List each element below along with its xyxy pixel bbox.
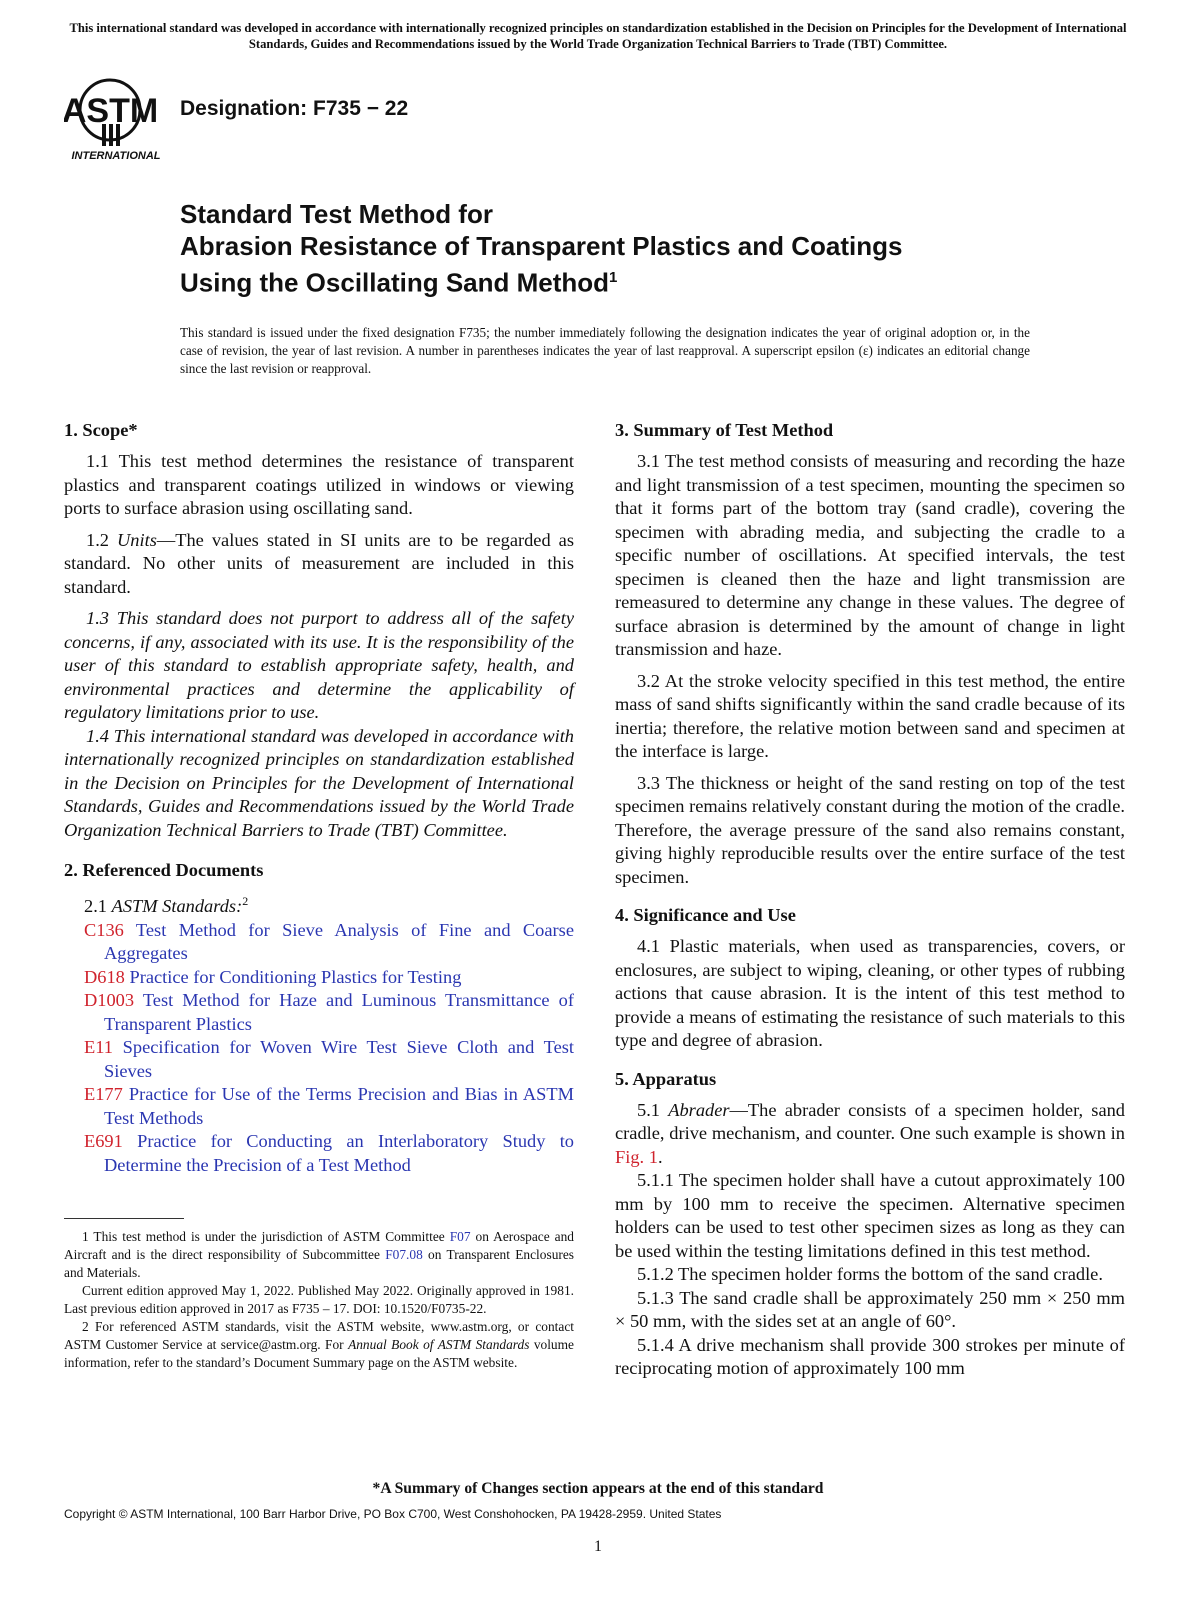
scope-1-1: 1.1 This test method determines the resistance of transparent plastics and transparent coatings utilized in windows or viewing ports to surface abrasion using oscillating sand. — [64, 451, 574, 518]
reference-title-link[interactable]: Practice for Conditioning Plastics for Testing — [124, 966, 462, 987]
scope-1-2 — [64, 529, 574, 600]
right-column — [615, 418, 1125, 1381]
logo-text: ASTM — [64, 92, 159, 130]
reference-item[interactable] — [64, 919, 574, 966]
left-column — [64, 418, 574, 1177]
reference-list — [64, 919, 574, 1178]
apparatus-5-1-term: Abrader — [668, 1099, 730, 1120]
significance-heading: 4. Significance and Use — [615, 905, 796, 925]
subcommittee-link[interactable]: F07.08 — [385, 1247, 423, 1262]
significance-4-1: 4.1 Plastic materials, when used as transparencies, covers, or enclosures, are subject to wiping, cleaning, or other types of rubbing actions that cause abrasion. It is the intent of this test method to provide a means of estimating the resistance of such materials to this type and degree of abrasion. — [615, 936, 1125, 1050]
summary-of-changes-note: *A Summary of Changes section appears at the end of this standard — [372, 1480, 824, 1497]
committee-link[interactable]: F07 — [449, 1229, 471, 1244]
scope-1-2-text: —The values stated in SI units are to be regarded as standard. No other units of measurement are included in this standard. — [64, 529, 574, 597]
issue-note: This standard is issued under the fixed designation F735; the number immediately following the designation indicates the year of original adoption or, in the case of revision, the year of last revision. A number in parentheses indicates the year of last reapproval. A superscript epsilon (ε) indicates an editorial change since the last revision or reapproval. — [180, 325, 1030, 376]
reference-item[interactable] — [64, 1036, 574, 1083]
footnote-1 — [64, 1228, 574, 1282]
apparatus-5-1-end: . — [657, 1146, 663, 1167]
apparatus-5-1-1: 5.1.1 The specimen holder shall have a cutout approximately 100 mm by 100 mm to receive the specimen. Alternative specimen holders can be used to test other specimen sizes as long as they can be used within the testing limitations defined in this test method. — [615, 1170, 1125, 1261]
title-line-3-text: Using the Oscillating Sand Method — [180, 267, 610, 298]
title-line-2: Abrasion Resistance of Transparent Plastics and Coatings — [180, 231, 903, 261]
subheading-num: 2.1 — [84, 896, 112, 917]
footnote-2 — [64, 1318, 574, 1372]
scope-1-2-num: 1.2 — [86, 529, 117, 550]
reference-title-link[interactable]: Test Method for Sieve Analysis of Fine and Coarse Aggregates — [104, 919, 574, 964]
title-footnote-marker: 1 — [609, 269, 618, 286]
apparatus-5-1-4: 5.1.4 A drive mechanism shall provide 300 strokes per minute of reciprocating motion of approximately 100 mm — [615, 1334, 1125, 1378]
summary-3-1: 3.1 The test method consists of measuring and recording the haze and light transmission of a test specimen, mounting the specimen so that it forms part of the bottom tray (sand cradle), covering the specimen with abrading media, and subjecting the cradle to a specific number of oscillations. At specified intervals, the test specimen is cleaned then the haze and light transmission are remeasured to determine any change in these values. The degree of surface abrasion is determined by the amount of change in light transmission and haze. — [615, 451, 1125, 659]
footnote-1-text-c: on Transparent Enclosures and Materials. — [64, 1247, 574, 1280]
summary-3-3: 3.3 The thickness or height of the sand resting on top of the test specimen remains relatively constant during the motion of the cradle. Therefore, the average pressure of the sand also remains constant, giving highly reproducible results over the entire surface of the test specimen. — [615, 772, 1125, 887]
apparatus-heading: 5. Apparatus — [615, 1068, 717, 1089]
page-number: 1 — [594, 1538, 602, 1555]
copyright: Copyright © ASTM International, 100 Barr Harbor Drive, PO Box C700, West Conshohocken, PA 19428-2959. United States — [64, 1507, 722, 1521]
reference-item[interactable] — [64, 1130, 574, 1177]
astm-logo-icon — [64, 70, 168, 166]
footnote-2-text-a: 2 For referenced ASTM standards, visit the ASTM website, www.astm.org, or contact ASTM Customer Service at service@astm.org. For — [64, 1319, 574, 1352]
reference-code-link[interactable]: E11 — [84, 1037, 113, 1058]
reference-title-link[interactable]: Test Method for Haze and Luminous Transmittance of Transparent Plastics — [104, 990, 574, 1034]
designation: Designation: F735 − 22 — [180, 97, 409, 120]
document-title — [180, 198, 902, 299]
apparatus-5-1-num: 5.1 — [637, 1099, 669, 1120]
scope-1-4: 1.4 This international standard was developed in accordance with internationally recognized principles on standardization established in the Decision on Principles for the Development of International Standards, Guides and Recommendations issued by the World Trade Organization Technical Barriers to Trade (TBT) Committee. — [64, 725, 574, 840]
subheading-label: ASTM Standards: — [111, 896, 243, 917]
title-line-1: Standard Test Method for — [180, 199, 493, 229]
scope-1-3: 1.3 This standard does not purport to address all of the safety concerns, if any, associated with its use. It is the responsibility of the user of this standard to establish appropriate safety, health, and environmental practices and determine the applicability of regulatory limitations prior to use. — [64, 608, 574, 722]
reference-item[interactable] — [64, 989, 574, 1036]
reference-code-link[interactable]: C136 — [84, 919, 124, 940]
summary-3-2: 3.2 At the stroke velocity specified in this test method, the entire mass of sand shifts significantly within the sand cradle because of its inertia; therefore, the relative motion between sand and specimen at the interface is large. — [615, 670, 1125, 761]
reference-code-link[interactable]: E177 — [84, 1084, 123, 1105]
reference-code-link[interactable]: E691 — [84, 1131, 123, 1152]
footnotes — [64, 1228, 574, 1372]
logo-subtext: INTERNATIONAL — [71, 150, 161, 162]
reference-code-link[interactable]: D618 — [84, 966, 125, 987]
reference-title-link[interactable]: Specification for Woven Wire Test Sieve Cloth and Test Sieves — [104, 1037, 574, 1081]
astm-standards-subheading — [64, 890, 574, 919]
figure-1-link[interactable]: Fig. 1 — [615, 1146, 658, 1167]
footnote-1-edition: Current edition approved May 1, 2022. Published May 2022. Originally approved in 1981. Last previous edition approved in 2017 as F735 – 17. DOI: 10.1520/F0735-22. — [64, 1283, 574, 1316]
footnote-1-text-b: on Aerospace and Aircraft and is the direct responsibility of Subcommittee — [64, 1229, 574, 1262]
apparatus-5-1-3: 5.1.3 The sand cradle shall be approximately 250 mm × 250 mm × 50 mm, with the sides set at an angle of 60°. — [615, 1287, 1125, 1331]
references-heading: 2. Referenced Documents — [64, 860, 264, 880]
apparatus-5-1 — [615, 1099, 1125, 1170]
title-line-3 — [180, 262, 902, 299]
apparatus-5-1-text: —The abrader consists of a specimen holder, sand cradle, drive mechanism, and counter. One such example is shown in — [615, 1099, 1125, 1143]
reference-item[interactable] — [64, 1083, 574, 1130]
scope-heading: 1. Scope* — [64, 420, 138, 440]
footnote-2-book: Annual Book of ASTM Standards — [348, 1337, 530, 1352]
reference-code-link[interactable]: D1003 — [84, 990, 135, 1011]
summary-heading: 3. Summary of Test Method — [615, 420, 834, 440]
top-notice: This international standard was developed in accordance with internationally recognized principles on standardization established in the Decision on Principles for the Development of International Standards, Guides and Recommendations issued by the World Trade Organization Technical Barriers to Trade (TBT) Committee. — [69, 21, 1127, 51]
astm-logo — [64, 70, 168, 166]
footnote-1-text-a: 1 This test method is under the jurisdiction of ASTM Committee — [82, 1229, 450, 1244]
reference-title-link[interactable]: Practice for Conducting an Interlaboratory Study to Determine the Precision of a Test Method — [104, 1131, 574, 1175]
reference-item[interactable] — [64, 966, 574, 990]
footnote-2-text-b: volume information, refer to the standard’s Document Summary page on the ASTM website. — [64, 1337, 574, 1370]
footnote-divider — [64, 1218, 184, 1219]
scope-1-2-term: Units — [117, 529, 157, 550]
subheading-footnote-marker: 2 — [242, 894, 249, 908]
reference-title-link[interactable]: Practice for Use of the Terms Precision and Bias in ASTM Test Methods — [104, 1084, 574, 1128]
apparatus-5-1-2: 5.1.2 The specimen holder forms the bottom of the sand cradle. — [637, 1264, 1103, 1284]
